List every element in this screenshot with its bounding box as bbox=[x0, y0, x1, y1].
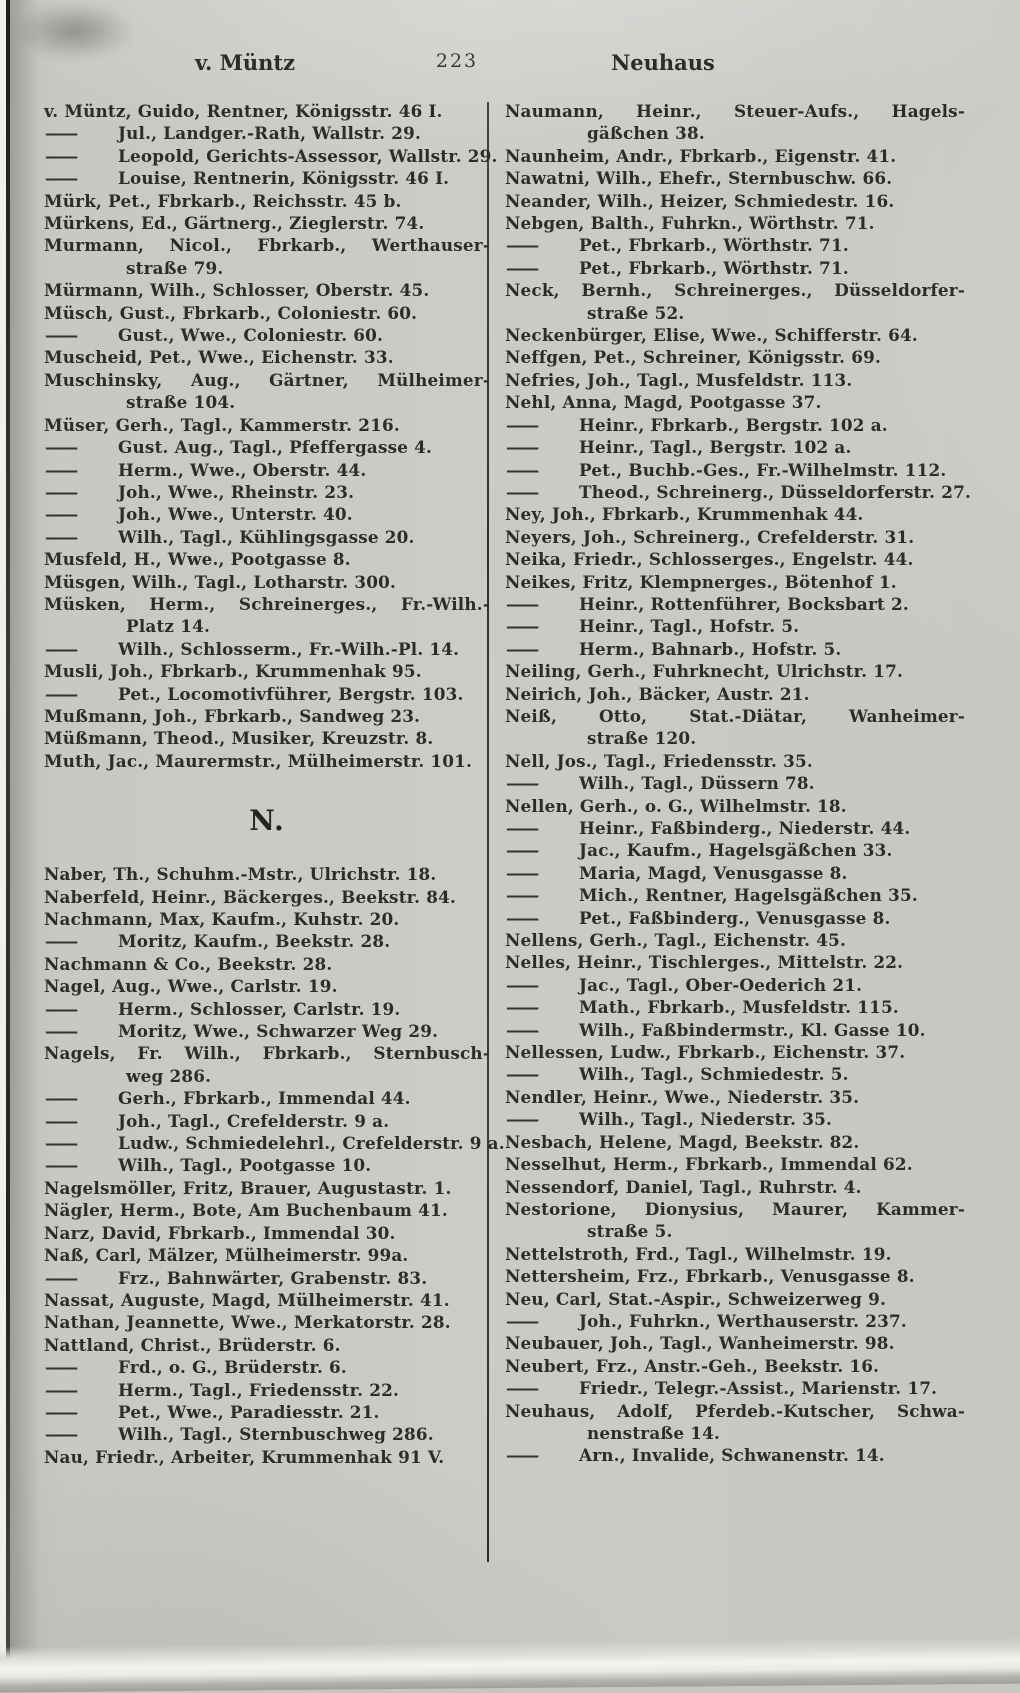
directory-entry bbox=[505, 414, 965, 436]
entry-line: Neu, Carl, Stat.-Aspir., Schweizerweg 9. bbox=[505, 1288, 887, 1309]
directory-entry bbox=[44, 1423, 490, 1445]
directory-column-right bbox=[505, 100, 972, 1467]
directory-entry bbox=[505, 862, 965, 884]
entry-line: — Herm., Bahnarb., Hofstr. 5. bbox=[505, 638, 842, 659]
entry-line: Nell, Jos., Tagl., Friedensstr. 35. bbox=[505, 750, 813, 771]
entry-line: Mürk, Pet., Fbrkarb., Reichsstr. 45 b. bbox=[44, 190, 402, 211]
entry-line: Nettersheim, Frz., Fbrkarb., Venusgasse 8. bbox=[505, 1266, 915, 1287]
entry-line: — Heinr., Tagl., Bergstr. 102 a. bbox=[505, 437, 852, 458]
directory-entry bbox=[505, 951, 965, 973]
entry-line: — Pet., Wwe., Paradiesstr. 21. bbox=[44, 1401, 380, 1422]
repeat-surname-dash: — bbox=[44, 504, 80, 525]
directory-entry bbox=[44, 1177, 490, 1199]
repeat-surname-dash: — bbox=[44, 1021, 80, 1042]
entry-line: Neuhaus, Adolf, Pferdeb.-Kutscher, Schwa- bbox=[505, 1400, 965, 1421]
directory-entry bbox=[505, 615, 965, 637]
directory-entry bbox=[505, 1243, 965, 1265]
scan-smudge bbox=[14, 2, 134, 60]
entry-line: Naß, Carl, Mälzer, Mülheimerstr. 99a. bbox=[44, 1245, 409, 1266]
entry-line: — Pet., Faßbinderg., Venusgasse 8. bbox=[505, 907, 891, 928]
directory-column-left bbox=[44, 100, 505, 1468]
directory-entry bbox=[44, 863, 490, 885]
entry-line: Naber, Th., Schuhm.-Mstr., Ulrichstr. 18. bbox=[44, 864, 437, 885]
repeat-surname-dash: — bbox=[44, 998, 80, 1019]
directory-entry bbox=[44, 302, 490, 324]
entry-line: — Theod., Schreinerg., Düsseldorferstr. 27. bbox=[505, 481, 972, 502]
entry-line: Mürmann, Wilh., Schlosser, Oberstr. 45. bbox=[44, 280, 430, 301]
directory-entry bbox=[505, 436, 965, 458]
repeat-surname-dash: — bbox=[44, 145, 80, 166]
entry-line: — Pet., Buchb.-Ges., Fr.-Wilhelmstr. 112. bbox=[505, 459, 947, 480]
directory-entry bbox=[44, 1110, 490, 1132]
entry-line: — Gust. Aug., Tagl., Pfeffergasse 4. bbox=[44, 437, 433, 458]
directory-entry bbox=[505, 817, 965, 839]
entry-line: — Wilh., Schlosserm., Fr.-Wilh.-Pl. 14. bbox=[44, 638, 460, 659]
repeat-surname-dash: — bbox=[44, 168, 80, 189]
entry-line: — Frd., o. G., Brüderstr. 6. bbox=[44, 1357, 347, 1378]
repeat-surname-dash: — bbox=[44, 638, 80, 659]
entry-line: Neffgen, Pet., Schreiner, Königsstr. 69. bbox=[505, 347, 882, 368]
directory-entry bbox=[44, 953, 490, 975]
repeat-surname-dash: — bbox=[505, 840, 541, 861]
entry-line: Müser, Gerh., Tagl., Kammerstr. 216. bbox=[44, 414, 400, 435]
entry-line: Nau, Friedr., Arbeiter, Krummenhak 91 V. bbox=[44, 1446, 445, 1467]
entry-line: weg 286. bbox=[126, 1065, 212, 1086]
directory-entry bbox=[44, 975, 490, 997]
repeat-surname-dash: — bbox=[44, 1357, 80, 1378]
directory-entry bbox=[505, 1153, 965, 1175]
entry-line: Platz 14. bbox=[126, 616, 210, 637]
entry-line: Nägler, Herm., Bote, Am Buchenbaum 41. bbox=[44, 1200, 448, 1221]
entry-line: Naberfeld, Heinr., Bäckerges., Beekstr. 84. bbox=[44, 886, 457, 907]
repeat-surname-dash: — bbox=[44, 1267, 80, 1288]
entry-line: Nagel, Aug., Wwe., Carlstr. 19. bbox=[44, 976, 338, 997]
directory-entry bbox=[44, 145, 498, 167]
directory-entry bbox=[44, 1356, 490, 1378]
entry-line: Nellens, Gerh., Tagl., Eichenstr. 45. bbox=[505, 930, 846, 951]
directory-entry bbox=[505, 257, 965, 279]
entry-line: straße 52. bbox=[587, 302, 685, 323]
section-heading: N. bbox=[249, 804, 285, 838]
repeat-surname-dash: — bbox=[505, 862, 541, 883]
entry-line: Müsgen, Wilh., Tagl., Lotharstr. 300. bbox=[44, 571, 397, 592]
directory-entry bbox=[44, 727, 490, 749]
entry-line: Neiß, Otto, Stat.-Diätar, Wanheimer- bbox=[505, 705, 965, 726]
page-bottom-edge bbox=[0, 1637, 1020, 1692]
repeat-surname-dash: — bbox=[44, 1110, 80, 1131]
entry-line: — Wilh., Tagl., Niederstr. 35. bbox=[505, 1109, 833, 1130]
directory-entry bbox=[505, 683, 965, 705]
directory-entry bbox=[505, 1063, 965, 1085]
directory-entry bbox=[44, 1132, 505, 1154]
directory-entry bbox=[505, 459, 965, 481]
directory-entry bbox=[44, 1401, 490, 1423]
directory-entry bbox=[505, 100, 965, 145]
repeat-surname-dash: — bbox=[505, 1310, 541, 1331]
directory-entry bbox=[44, 908, 490, 930]
entry-line: Musfeld, H., Wwe., Pootgasse 8. bbox=[44, 549, 351, 570]
repeat-surname-dash: — bbox=[505, 818, 541, 838]
entry-line: Nattland, Christ., Brüderstr. 6. bbox=[44, 1334, 341, 1355]
entry-line: Nathan, Jeannette, Wwe., Merkatorstr. 28. bbox=[44, 1312, 451, 1333]
entry-line: Nagels, Fr. Wilh., Fbrkarb., Sternbusch- bbox=[44, 1043, 490, 1064]
directory-entry bbox=[505, 167, 965, 189]
entry-line: Nagelsmöller, Fritz, Brauer, Augustastr. 1. bbox=[44, 1177, 452, 1198]
directory-entry bbox=[505, 1108, 965, 1130]
header-guide-word-right: Neuhaus bbox=[611, 50, 715, 75]
directory-entry bbox=[505, 660, 965, 682]
directory-entry bbox=[505, 638, 965, 660]
repeat-surname-dash: — bbox=[44, 1379, 80, 1400]
repeat-surname-dash: — bbox=[505, 1378, 541, 1399]
entry-line: Nassat, Auguste, Magd, Mülheimerstr. 41. bbox=[44, 1289, 450, 1310]
entry-line: straße 120. bbox=[587, 728, 697, 749]
directory-entry bbox=[44, 234, 490, 279]
repeat-surname-dash: — bbox=[44, 437, 80, 458]
repeat-surname-dash: — bbox=[505, 437, 541, 458]
directory-entry bbox=[505, 1086, 965, 1108]
repeat-surname-dash: — bbox=[505, 235, 541, 256]
directory-entry bbox=[505, 145, 965, 167]
entry-line: Müßmann, Theod., Musiker, Kreuzstr. 8. bbox=[44, 728, 434, 749]
directory-entry bbox=[44, 638, 490, 660]
directory-entry bbox=[44, 1334, 490, 1356]
directory-entry bbox=[44, 1154, 490, 1176]
directory-entry bbox=[44, 593, 490, 638]
entry-line: Neckenbürger, Elise, Wwe., Schifferstr. 64. bbox=[505, 325, 918, 346]
entry-line: Müsch, Gust., Fbrkarb., Coloniestr. 60. bbox=[44, 302, 418, 323]
directory-entry bbox=[44, 503, 490, 525]
directory-entry bbox=[505, 750, 965, 772]
entry-line: — Heinr., Rottenführer, Bocksbart 2. bbox=[505, 593, 909, 614]
entry-line: Nachmann & Co., Beekstr. 28. bbox=[44, 953, 333, 974]
entry-line: Neck, Bernh., Schreinerges., Düsseldorfer- bbox=[505, 280, 965, 301]
directory-entry bbox=[505, 190, 965, 212]
directory-entry bbox=[505, 1377, 965, 1399]
entry-line: Naumann, Heinr., Steuer-Aufs., Hagels- bbox=[505, 101, 965, 121]
entry-line: Nachmann, Max, Kaufm., Kuhstr. 20. bbox=[44, 909, 400, 929]
repeat-surname-dash: — bbox=[505, 593, 541, 614]
repeat-surname-dash: — bbox=[44, 1401, 80, 1422]
entry-line: Neubauer, Joh., Tagl., Wanheimerstr. 98. bbox=[505, 1333, 895, 1354]
entry-line: — Herm., Tagl., Friedensstr. 22. bbox=[44, 1379, 399, 1400]
repeat-surname-dash: — bbox=[505, 1109, 541, 1130]
directory-entry bbox=[44, 1020, 490, 1042]
repeat-surname-dash: — bbox=[505, 638, 541, 659]
directory-entry bbox=[44, 1446, 490, 1468]
entry-line: — Wilh., Tagl., Pootgasse 10. bbox=[44, 1155, 372, 1176]
directory-entry bbox=[505, 503, 965, 525]
repeat-surname-dash: — bbox=[505, 773, 541, 794]
entry-line: straße 104. bbox=[126, 392, 236, 413]
entry-line: Mürkens, Ed., Gärtnerg., Zieglerstr. 74. bbox=[44, 213, 425, 234]
running-header bbox=[0, 50, 1020, 84]
entry-line: Musli, Joh., Fbrkarb., Krummenhak 95. bbox=[44, 661, 422, 682]
entry-line: — Frz., Bahnwärter, Grabenstr. 83. bbox=[44, 1267, 428, 1288]
entry-line: — Moritz, Wwe., Schwarzer Weg 29. bbox=[44, 1021, 439, 1042]
entry-line: Nellen, Gerh., o. G., Wilhelmstr. 18. bbox=[505, 795, 847, 816]
directory-entry bbox=[505, 234, 965, 256]
entry-line: — Jul., Landger.-Rath, Wallstr. 29. bbox=[44, 123, 421, 144]
entry-line: nenstraße 14. bbox=[587, 1422, 721, 1443]
directory-entry bbox=[505, 212, 965, 234]
entry-line: — Mich., Rentner, Hagelsgäßchen 35. bbox=[505, 885, 918, 906]
directory-entry bbox=[44, 886, 490, 908]
directory-entry bbox=[505, 1310, 965, 1332]
entry-line: Narz, David, Fbrkarb., Immendal 30. bbox=[44, 1222, 396, 1243]
repeat-surname-dash: — bbox=[505, 974, 541, 995]
directory-entry bbox=[505, 1444, 965, 1466]
directory-entry bbox=[505, 481, 972, 503]
repeat-surname-dash: — bbox=[44, 1424, 80, 1445]
entry-line: — Jac., Kaufm., Hagelsgäßchen 33. bbox=[505, 840, 893, 861]
entry-line: Nettelstroth, Frd., Tagl., Wilhelmstr. 19. bbox=[505, 1243, 892, 1264]
directory-entry bbox=[505, 1019, 965, 1041]
directory-entry bbox=[505, 1198, 965, 1243]
entry-line: Müsken, Herm., Schreinerges., Fr.-Wilh.- bbox=[44, 593, 490, 614]
entry-line: — Ludw., Schmiedelehrl., Crefelderstr. 9 a. bbox=[44, 1133, 505, 1154]
entry-line: Nehl, Anna, Magd, Pootgasse 37. bbox=[505, 392, 822, 413]
repeat-surname-dash: — bbox=[44, 1155, 80, 1176]
entry-line: — Maria, Magd, Venusgasse 8. bbox=[505, 862, 848, 883]
gutter-shadow bbox=[10, 0, 40, 1684]
directory-entry bbox=[44, 750, 490, 772]
directory-entry bbox=[44, 1289, 490, 1311]
entry-line: — Jac., Tagl., Ober-Oederich 21. bbox=[505, 974, 863, 995]
directory-entry bbox=[44, 122, 490, 144]
directory-entry bbox=[505, 1265, 965, 1287]
directory-entry bbox=[505, 907, 965, 929]
directory-entry bbox=[44, 212, 490, 234]
directory-entry bbox=[44, 1379, 490, 1401]
page-number: 223 bbox=[435, 50, 479, 72]
directory-entry bbox=[505, 346, 965, 368]
directory-entry bbox=[44, 167, 490, 189]
entry-line: — Wilh., Tagl., Düssern 78. bbox=[505, 773, 815, 794]
header-guide-word-left: v. Müntz bbox=[194, 50, 296, 75]
directory-entry bbox=[44, 548, 490, 570]
repeat-surname-dash: — bbox=[505, 414, 541, 435]
entry-line: — Wilh., Tagl., Sternbuschweg 286. bbox=[44, 1424, 434, 1445]
entry-line: — Louise, Rentnerin, Königsstr. 46 I. bbox=[44, 168, 450, 189]
directory-entry bbox=[44, 459, 490, 481]
entry-line: — Gerh., Fbrkarb., Immendal 44. bbox=[44, 1088, 411, 1109]
directory-entry bbox=[505, 593, 965, 615]
directory-entry bbox=[505, 1041, 965, 1063]
entry-line: Nellessen, Ludw., Fbrkarb., Eichenstr. 37. bbox=[505, 1042, 906, 1063]
directory-entry bbox=[505, 526, 965, 548]
entry-line: Neyers, Joh., Schreinerg., Crefelderstr. 31. bbox=[505, 526, 915, 547]
directory-entry bbox=[505, 996, 965, 1018]
entry-line: Murmann, Nicol., Fbrkarb., Werthauser- bbox=[44, 235, 490, 256]
directory-entry bbox=[505, 884, 965, 906]
entry-line: Neubert, Frz., Anstr.-Geh., Beekstr. 16. bbox=[505, 1355, 880, 1376]
repeat-surname-dash: — bbox=[505, 885, 541, 906]
entry-line: — Leopold, Gerichts-Assessor, Wallstr. 29. bbox=[44, 145, 498, 166]
repeat-surname-dash: — bbox=[505, 1064, 541, 1085]
directory-entry bbox=[505, 548, 965, 570]
directory-entry bbox=[44, 436, 490, 458]
directory-entry bbox=[44, 526, 490, 548]
entry-line: Nebgen, Balth., Fuhrkn., Wörthstr. 71. bbox=[505, 213, 875, 234]
entry-line: — Wilh., Faßbindermstr., Kl. Gasse 10. bbox=[505, 1019, 926, 1040]
entry-line: Ney, Joh., Fbrkarb., Krummenhak 44. bbox=[505, 504, 864, 525]
entry-line: — Wilh., Tagl., Kühlingsgasse 20. bbox=[44, 526, 415, 547]
repeat-surname-dash: — bbox=[44, 481, 80, 502]
directory-entry bbox=[44, 1199, 490, 1221]
entry-line: — Wilh., Tagl., Schmiedestr. 5. bbox=[505, 1064, 849, 1085]
directory-entry bbox=[505, 839, 965, 861]
entry-line: — Joh., Fuhrkn., Werthauserstr. 237. bbox=[505, 1310, 907, 1331]
directory-entry bbox=[505, 1176, 965, 1198]
repeat-surname-dash: — bbox=[505, 1019, 541, 1040]
directory-entry bbox=[505, 795, 965, 817]
entry-line: — Herm., Wwe., Oberstr. 44. bbox=[44, 459, 367, 480]
entry-line: — Joh., Wwe., Unterstr. 40. bbox=[44, 504, 353, 525]
entry-line: Neander, Wilh., Heizer, Schmiedestr. 16. bbox=[505, 190, 895, 211]
directory-entry bbox=[44, 100, 490, 122]
entry-line: — Pet., Locomotivführer, Bergstr. 103. bbox=[44, 683, 464, 704]
entry-line: Naunheim, Andr., Fbrkarb., Eigenstr. 41. bbox=[505, 145, 897, 166]
repeat-surname-dash: — bbox=[44, 123, 80, 144]
directory-entry bbox=[44, 1087, 490, 1109]
directory-entry bbox=[44, 324, 490, 346]
directory-entry bbox=[505, 772, 965, 794]
directory-entry bbox=[44, 660, 490, 682]
repeat-surname-dash: — bbox=[505, 257, 541, 278]
repeat-surname-dash: — bbox=[44, 325, 80, 346]
entry-line: straße 5. bbox=[587, 1221, 673, 1242]
entry-line: — Joh., Wwe., Rheinstr. 23. bbox=[44, 481, 355, 502]
repeat-surname-dash: — bbox=[505, 907, 541, 928]
entry-line: Muth, Jac., Maurermstr., Mülheimerstr. 101. bbox=[44, 750, 473, 771]
directory-entry bbox=[44, 346, 490, 368]
repeat-surname-dash: — bbox=[505, 481, 541, 502]
entry-line: Nelles, Heinr., Tischlerges., Mittelstr. 22. bbox=[505, 952, 904, 973]
entry-line: — Herm., Schlosser, Carlstr. 19. bbox=[44, 998, 401, 1019]
entry-line: Neikes, Fritz, Klempnerges., Bötenhof 1. bbox=[505, 571, 897, 592]
directory-entry bbox=[505, 279, 965, 324]
directory-entry bbox=[44, 705, 490, 727]
entry-line: — Heinr., Fbrkarb., Bergstr. 102 a. bbox=[505, 414, 888, 435]
entry-line: Nawatni, Wilh., Ehefr., Sternbuschw. 66. bbox=[505, 168, 893, 189]
directory-entry bbox=[505, 1131, 965, 1153]
directory-entry bbox=[505, 571, 965, 593]
directory-entry bbox=[44, 1042, 490, 1087]
entry-line: gäßchen 38. bbox=[587, 123, 705, 144]
entry-line: — Heinr., Faßbinderg., Niederstr. 44. bbox=[505, 818, 911, 838]
entry-line: Muscheid, Pet., Wwe., Eichenstr. 33. bbox=[44, 347, 394, 368]
entry-line: — Pet., Fbrkarb., Wörthstr. 71. bbox=[505, 235, 849, 256]
repeat-surname-dash: — bbox=[44, 683, 80, 704]
entry-line: — Moritz, Kaufm., Beekstr. 28. bbox=[44, 931, 391, 952]
directory-entry bbox=[44, 930, 490, 952]
repeat-surname-dash: — bbox=[505, 459, 541, 480]
directory-entry bbox=[505, 974, 965, 996]
repeat-surname-dash: — bbox=[44, 1088, 80, 1109]
directory-entry bbox=[44, 1311, 490, 1333]
repeat-surname-dash: — bbox=[44, 931, 80, 952]
entry-line: Mußmann, Joh., Fbrkarb., Sandweg 23. bbox=[44, 705, 421, 726]
directory-entry bbox=[44, 1222, 490, 1244]
entry-line: Nessendorf, Daniel, Tagl., Ruhrstr. 4. bbox=[505, 1176, 862, 1197]
directory-entry bbox=[44, 998, 490, 1020]
directory-entry bbox=[44, 683, 490, 705]
entry-line: Nefries, Joh., Tagl., Musfeldstr. 113. bbox=[505, 369, 853, 390]
directory-entry bbox=[44, 414, 490, 436]
directory-entry bbox=[505, 929, 965, 951]
repeat-surname-dash: — bbox=[44, 526, 80, 547]
entry-line: Nestorione, Dionysius, Maurer, Kammer- bbox=[505, 1198, 965, 1219]
directory-entry bbox=[505, 705, 965, 750]
directory-entry bbox=[44, 369, 490, 414]
entry-line: — Math., Fbrkarb., Musfeldstr. 115. bbox=[505, 997, 899, 1018]
entry-line: Nendler, Heinr., Wwe., Niederstr. 35. bbox=[505, 1086, 860, 1107]
directory-entry bbox=[44, 1244, 490, 1266]
directory-entry bbox=[505, 1400, 965, 1445]
entry-line: Neiling, Gerh., Fuhrknecht, Ulrichstr. 17. bbox=[505, 661, 903, 682]
entry-line: — Joh., Tagl., Crefelderstr. 9 a. bbox=[44, 1110, 390, 1131]
entry-line: — Pet., Fbrkarb., Wörthstr. 71. bbox=[505, 257, 849, 278]
directory-entry bbox=[505, 1355, 965, 1377]
entry-line: — Gust., Wwe., Coloniestr. 60. bbox=[44, 325, 384, 346]
entry-line: Neirich, Joh., Bäcker, Austr. 21. bbox=[505, 683, 810, 704]
entry-line: v. Müntz, Guido, Rentner, Königsstr. 46 I. bbox=[44, 101, 443, 121]
directory-entry bbox=[44, 481, 490, 503]
entry-line: — Friedr., Telegr.-Assist., Marienstr. 17. bbox=[505, 1378, 938, 1399]
entry-line: — Heinr., Tagl., Hofstr. 5. bbox=[505, 616, 800, 637]
repeat-surname-dash: — bbox=[505, 616, 541, 637]
repeat-surname-dash: — bbox=[44, 1133, 80, 1154]
entry-line: straße 79. bbox=[126, 257, 224, 278]
directory-entry bbox=[505, 369, 965, 391]
directory-entry bbox=[505, 324, 965, 346]
entry-line: Muschinsky, Aug., Gärtner, Mülheimer- bbox=[44, 369, 490, 390]
entry-line: Nesselhut, Herm., Fbrkarb., Immendal 62. bbox=[505, 1154, 913, 1175]
directory-entry bbox=[505, 391, 965, 413]
repeat-surname-dash: — bbox=[505, 997, 541, 1018]
directory-entry bbox=[505, 1332, 965, 1354]
directory-entry bbox=[505, 1288, 965, 1310]
repeat-surname-dash: — bbox=[44, 459, 80, 480]
repeat-surname-dash: — bbox=[505, 1445, 541, 1466]
directory-entry bbox=[44, 190, 490, 212]
entry-line: Nesbach, Helene, Magd, Beekstr. 82. bbox=[505, 1131, 860, 1152]
directory-entry bbox=[44, 571, 490, 593]
entry-line: — Arn., Invalide, Schwanenstr. 14. bbox=[505, 1445, 885, 1466]
entry-line: Neika, Friedr., Schlosserges., Engelstr. 44. bbox=[505, 549, 914, 570]
directory-entry bbox=[44, 279, 490, 301]
directory-entry bbox=[44, 1267, 490, 1289]
